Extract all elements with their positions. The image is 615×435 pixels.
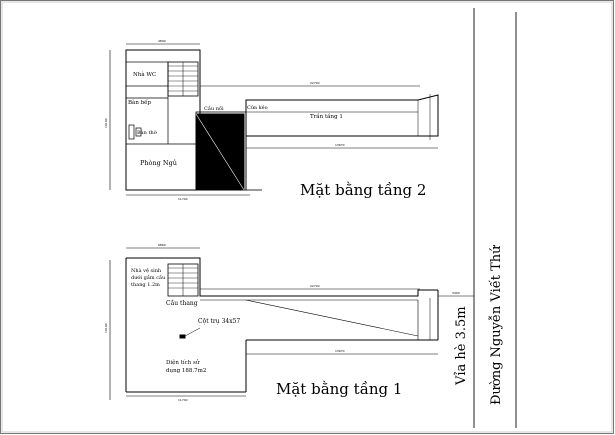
floor2-bedroom-label: Phòng Ngủ	[140, 159, 177, 167]
floor2-dim-bottom: 11740	[178, 197, 188, 201]
floor2-wc-label: Nhà WC	[133, 72, 157, 78]
floor2-plan	[110, 44, 438, 195]
floor1-dim-long-top: 22740	[310, 284, 320, 288]
floor1-dim-long-bottom: 13670	[335, 349, 345, 353]
floor1-area-line1: Diện tích sử	[166, 360, 200, 366]
floor2-dim-left: 10160	[104, 118, 108, 128]
floor2-title: Mặt bằng tầng 2	[300, 181, 427, 199]
page-border	[1, 1, 614, 434]
sidewalk-label: Vỉa hè 3.5m	[454, 306, 469, 385]
floor2-bridge-label: Cầu nối	[204, 106, 224, 112]
floor1-wc-line1: Nhà vệ sinh	[131, 268, 162, 274]
floor1-wc-line3: thang 1.2m	[131, 282, 160, 288]
floor2-dim-long-bottom: 13670	[335, 143, 345, 147]
floor2-dim-long-top: 22740	[310, 81, 320, 85]
floor2-roof-label: Trần tầng 1	[310, 114, 343, 120]
floor2-dim-top: 4890	[158, 39, 166, 43]
floor1-title: Mặt bằng tầng 1	[276, 380, 403, 398]
street-name-label: Đường Nguyễn Viết Thứ	[489, 245, 504, 405]
page-inner-border	[2, 2, 612, 432]
floor1-column-label: Cột trụ 34x57	[198, 318, 241, 325]
floor1-dim-left: 10160	[104, 323, 108, 333]
floor1-stair-label: Cầu thang	[166, 300, 198, 307]
floor2-altar-label: Bàn thờ	[137, 130, 157, 136]
floor1-column	[180, 335, 185, 338]
floor1-dim-top: 6860	[158, 243, 166, 247]
floor2-glass-label: Cửa kéo	[247, 105, 268, 111]
floor2-kitchen-label: Bàn bếp	[128, 100, 152, 106]
floor1-wc-label	[131, 267, 167, 288]
floor1-dim-bottom: 11740	[178, 398, 188, 402]
floor1-plan	[110, 248, 474, 400]
floor1-area-label	[166, 359, 206, 374]
floor1-dim-right: 3400	[452, 291, 460, 295]
floor1-wc-line2: dưới gầm cầu	[131, 275, 166, 281]
floor1-area-line2: dụng 188.7m2	[166, 368, 207, 374]
